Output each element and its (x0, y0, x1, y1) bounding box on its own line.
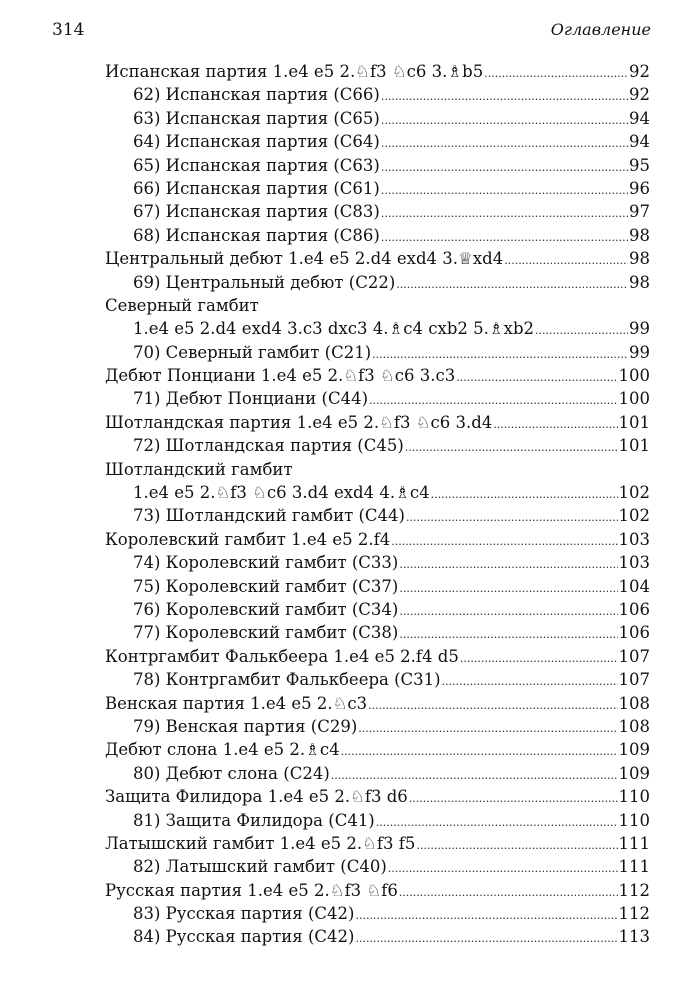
dot-leader (381, 226, 628, 249)
dot-leader (381, 109, 628, 132)
toc-entry-title: 1.e4 e5 2.d4 exd4 3.c3 dxc3 4.♗c4 cxb2 5.♗xb2 (133, 319, 535, 339)
dot-leader (381, 85, 628, 108)
toc-subentry[interactable] (105, 177, 650, 200)
toc-page-number: 108 (618, 716, 650, 736)
toc-page-number: 109 (618, 763, 650, 783)
toc-page-number: 92 (629, 62, 650, 81)
toc-page-number: 99 (629, 319, 650, 339)
toc-entry-title: 80) Дебют слона (C24) (133, 763, 330, 783)
toc-subentry[interactable] (105, 387, 650, 410)
dot-leader (381, 179, 628, 202)
toc-page-number: 94 (629, 108, 650, 128)
toc-entry-title: 82) Латышский гамбит (C40) (133, 857, 387, 877)
toc-page-number: 100 (618, 389, 650, 409)
section-title: Оглавление (550, 20, 651, 39)
toc-page-number: 101 (618, 436, 650, 456)
toc-entry[interactable] (105, 528, 650, 551)
toc-page-number: 94 (629, 132, 650, 152)
toc-entry-title: Дебют Понциани 1.e4 e5 2.♘f3 ♘c6 3.c3 (105, 366, 456, 386)
toc-subentry[interactable] (105, 925, 650, 948)
toc-entry-title: 67) Испанская партия (C83) (133, 202, 380, 222)
toc-entry-title: 73) Шотландский гамбит (C44) (133, 506, 405, 526)
toc-page-number: 106 (618, 599, 650, 619)
dot-leader (369, 389, 617, 412)
dot-leader (372, 343, 628, 366)
dot-leader (376, 811, 618, 834)
toc-subentry[interactable] (105, 902, 650, 925)
toc-subentry[interactable] (105, 107, 650, 130)
toc-entry-title: Венская партия 1.e4 e5 2.♘c3 (105, 693, 368, 713)
toc-entry-title: 76) Королевский гамбит (C34) (133, 599, 399, 619)
dot-leader (399, 600, 617, 623)
toc-entry-title: 75) Королевский гамбит (C37) (133, 576, 399, 596)
toc-entry-title: 78) Контргамбит Фалькбеера (C31) (133, 670, 441, 690)
dot-leader (355, 904, 617, 927)
toc-subentry[interactable] (105, 481, 650, 504)
toc-page-number: 108 (618, 693, 650, 713)
toc-page-number: 103 (618, 553, 650, 573)
dot-leader (484, 62, 628, 85)
toc-entry[interactable] (105, 247, 650, 270)
toc-entry-title: 65) Испанская партия (C63) (133, 155, 380, 175)
toc-entry[interactable] (105, 411, 650, 434)
toc-subentry[interactable] (105, 130, 650, 153)
toc-entry-title: 74) Королевский гамбит (C33) (133, 553, 399, 573)
toc-page-number: 107 (618, 646, 650, 666)
toc-page-number: 104 (618, 576, 650, 596)
toc-page-number: 98 (629, 249, 650, 269)
toc-entry-title: Северный гамбит (105, 295, 259, 315)
toc-entry-title: Шотландский гамбит (105, 459, 293, 479)
toc-entry-title: 81) Защита Филидора (C41) (133, 810, 375, 830)
toc-subentry[interactable] (105, 621, 650, 644)
dot-leader (406, 506, 618, 529)
toc-entry-title: Дебют слона 1.e4 e5 2.♗c4 (105, 740, 340, 760)
toc-subentry[interactable] (105, 575, 650, 598)
toc-entry-title: Испанская партия 1.e4 e5 2.♘f3 ♘c6 3.♗b5 (105, 62, 484, 81)
toc-entry[interactable] (105, 60, 650, 83)
toc-subentry[interactable] (105, 200, 650, 223)
toc-entry-title: 1.e4 e5 2.♘f3 ♘c6 3.d4 exd4 4.♗c4 (133, 483, 430, 503)
toc-subentry[interactable] (105, 668, 650, 691)
toc-page-number: 112 (618, 904, 650, 924)
dot-leader (381, 156, 628, 179)
toc-entry-title: 77) Королевский гамбит (C38) (133, 623, 399, 643)
dot-leader (431, 483, 618, 506)
toc-page-number: 102 (618, 506, 650, 526)
toc-page-number: 106 (618, 623, 650, 643)
toc-entry[interactable] (105, 364, 650, 387)
dot-leader (381, 202, 628, 225)
dot-leader (341, 740, 618, 763)
toc-entry[interactable] (105, 738, 650, 761)
toc-entry-title: Защита Филидора 1.e4 e5 2.♘f3 d6 (105, 787, 408, 807)
dot-leader (331, 764, 618, 787)
toc-entry-title: 68) Испанская партия (C86) (133, 225, 380, 245)
toc-entry-title: 79) Венская партия (C29) (133, 716, 358, 736)
dot-leader (442, 670, 618, 693)
toc-entry-title: 84) Русская партия (C42) (133, 927, 355, 947)
dot-leader (409, 787, 618, 810)
toc-entry[interactable] (105, 645, 650, 668)
toc-page-number: 111 (618, 857, 650, 877)
toc-subentry[interactable] (105, 551, 650, 574)
toc-entry-title: 71) Дебют Понциани (C44) (133, 389, 369, 409)
dot-leader (368, 694, 617, 717)
toc-subentry[interactable] (105, 341, 650, 364)
dot-leader (504, 249, 628, 272)
dot-leader (355, 927, 617, 950)
dot-leader (388, 857, 618, 880)
toc-entry-title: Шотландская партия 1.e4 e5 2.♘f3 ♘c6 3.d4 (105, 412, 493, 432)
toc-entry-title: Центральный дебют 1.e4 e5 2.d4 exd4 3.♕xd4 (105, 249, 504, 269)
dot-leader (399, 881, 618, 904)
toc-subentry[interactable] (105, 809, 650, 832)
toc-page-number: 113 (618, 927, 650, 947)
toc-page-number: 110 (618, 810, 650, 830)
toc-entry-title: 64) Испанская партия (C64) (133, 132, 380, 152)
toc-entry-title: 83) Русская партия (C42) (133, 904, 355, 924)
toc-entry-title: Контргамбит Фалькбеера 1.e4 e5 2.f4 d5 (105, 646, 459, 666)
toc-subentry[interactable] (105, 715, 650, 738)
page-number: 314 (52, 20, 85, 40)
toc-page-number: 103 (618, 529, 650, 549)
toc-entry-title: Латышский гамбит 1.e4 e5 2.♘f3 f5 (105, 833, 416, 853)
toc-entry-title: 70) Северный гамбит (C21) (133, 342, 372, 362)
toc-page-number: 110 (618, 787, 650, 807)
toc-entry-title: 63) Испанская партия (C65) (133, 108, 380, 128)
toc-entry-title: Русская партия 1.e4 e5 2.♘f3 ♘f6 (105, 880, 398, 900)
toc-subentry[interactable] (105, 154, 650, 177)
toc-entry[interactable] (105, 832, 650, 855)
toc-entry-title: 69) Центральный дебют (C22) (133, 272, 396, 292)
toc-page-number: 109 (618, 740, 650, 760)
toc-entry[interactable] (105, 692, 650, 715)
toc-page-number: 101 (618, 412, 650, 432)
toc-entry-title: 72) Шотландская партия (C45) (133, 436, 404, 456)
toc-subentry[interactable] (105, 434, 650, 457)
toc-page-number: 107 (618, 670, 650, 690)
toc-subentry[interactable] (105, 224, 650, 247)
toc-subentry[interactable] (105, 598, 650, 621)
toc-entry-title: 62) Испанская партия (C66) (133, 85, 380, 105)
dot-leader (396, 273, 628, 296)
toc-subentry[interactable] (105, 317, 650, 340)
toc-page-number: 102 (618, 483, 650, 503)
toc-page-number: 99 (629, 342, 650, 362)
toc-entry[interactable] (105, 879, 650, 902)
toc-page-number: 92 (629, 85, 650, 105)
toc-subentry[interactable] (105, 504, 650, 527)
toc-page-number: 111 (618, 833, 650, 853)
dot-leader (456, 366, 617, 389)
toc-subentry[interactable] (105, 271, 650, 294)
page-header (52, 20, 651, 46)
dot-leader (493, 413, 617, 436)
dot-leader (416, 834, 617, 857)
toc-page-number: 95 (629, 155, 650, 175)
toc-entry[interactable] (105, 458, 650, 481)
dot-leader (391, 530, 617, 553)
toc-page-number: 97 (629, 202, 650, 222)
dot-leader (405, 436, 618, 459)
toc-entry-title: 66) Испанская партия (C61) (133, 178, 380, 198)
dot-leader (358, 717, 617, 740)
toc-page-number: 98 (629, 272, 650, 292)
dot-leader (399, 577, 617, 600)
dot-leader (381, 132, 628, 155)
toc-subentry[interactable] (105, 855, 650, 878)
toc-subentry[interactable] (105, 83, 650, 106)
table-of-contents (105, 60, 650, 949)
toc-entry[interactable] (105, 294, 650, 317)
toc-entry-title: Королевский гамбит 1.e4 e5 2.f4 (105, 529, 391, 549)
dot-leader (399, 623, 617, 646)
dot-leader (399, 553, 617, 576)
toc-subentry[interactable] (105, 762, 650, 785)
toc-page-number: 100 (618, 366, 650, 386)
toc-page-number: 112 (618, 880, 650, 900)
toc-page-number: 96 (629, 178, 650, 198)
toc-entry[interactable] (105, 785, 650, 808)
dot-leader (535, 319, 628, 342)
toc-page-number: 98 (629, 225, 650, 245)
dot-leader (460, 647, 618, 670)
